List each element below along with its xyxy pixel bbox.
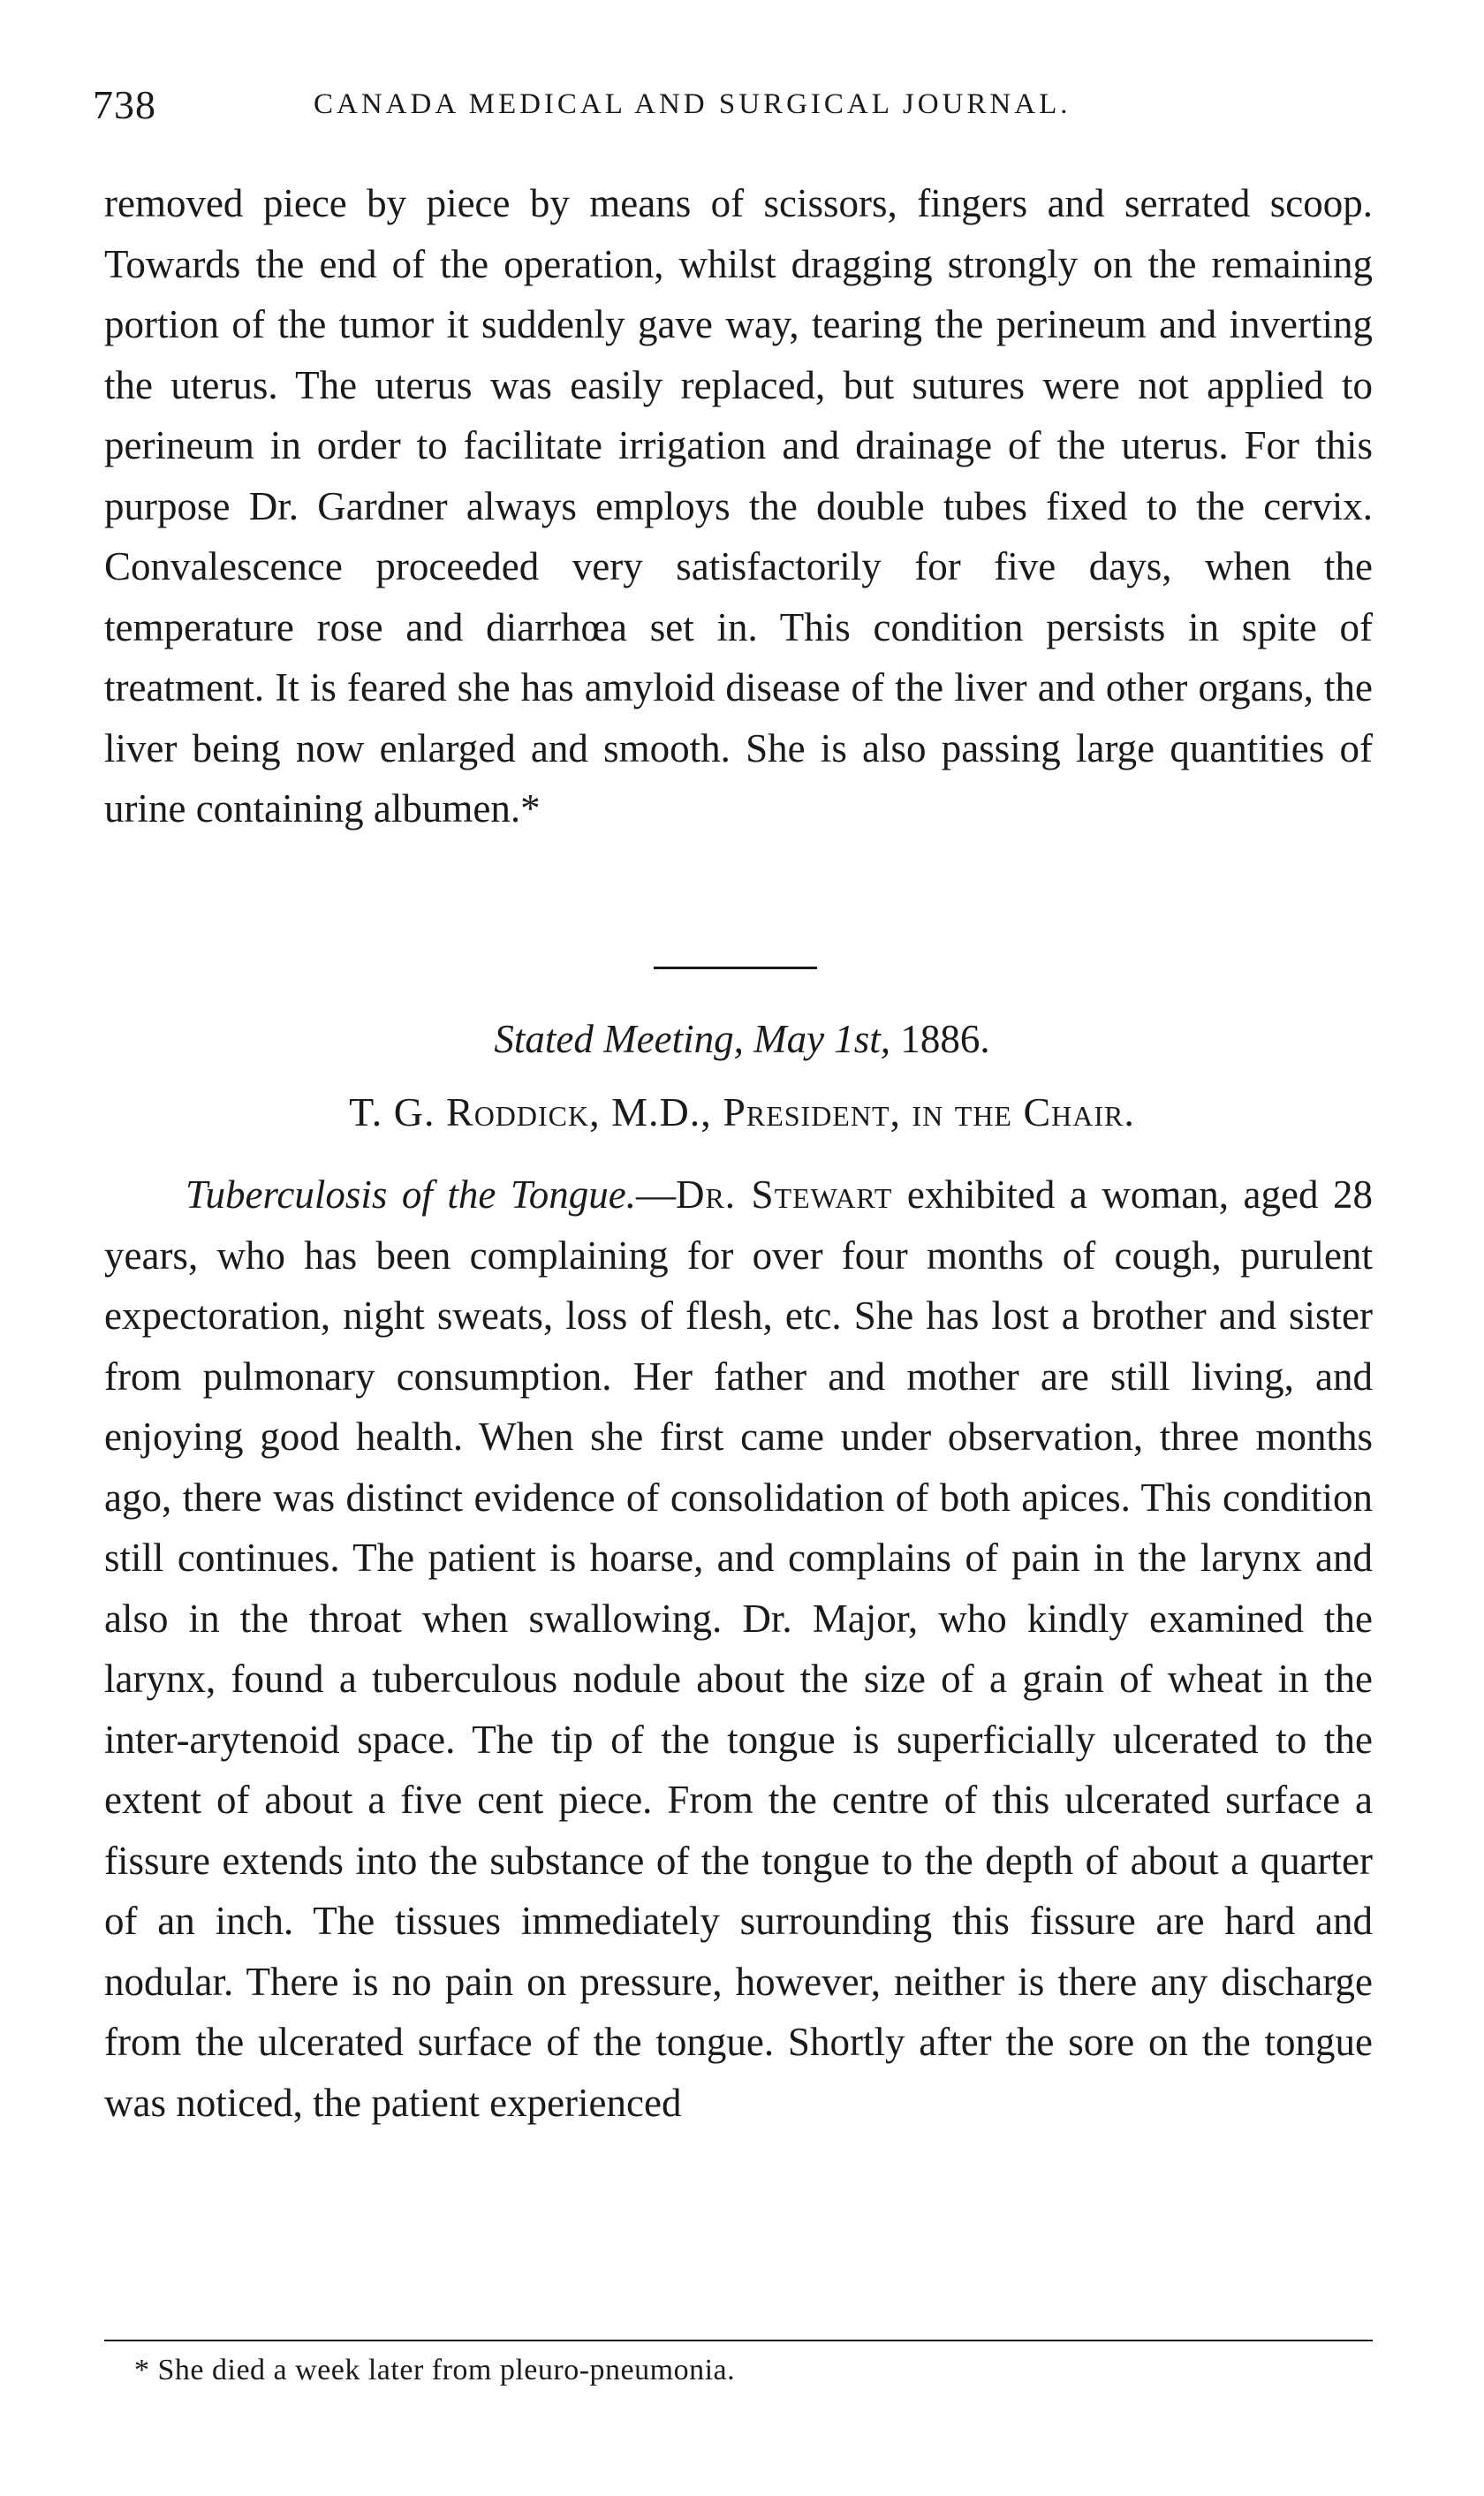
meeting-label: Stated Meeting, May 1st, bbox=[494, 1017, 891, 1061]
footnote: * She died a week later from pleuro-pneumonia. bbox=[134, 2354, 736, 2386]
chair-heading bbox=[0, 1089, 1484, 1135]
meeting-year: 1886. bbox=[900, 1017, 990, 1061]
case-speaker: Dr. Stewart bbox=[675, 1172, 893, 1217]
case-subject: Tuberculosis of the Tongue. bbox=[186, 1172, 636, 1217]
case-body: exhibited a woman, aged 28 years, who has been complaining for over four months of cough, purulent expectoration, night sweats, loss of flesh, etc. She has lost a brother and sister from pulmonary consumption. Her father and mother are still living, and enjoying good health. When she first came under observation, three months ago, there was distinct evidence of consolidation of both apices. This condition still continues. The patient is hoarse, and complains of pain in the larynx and also in the throat when swallowing. Dr. Major, who kindly examined the larynx, found a tuberculous nodule about the size of a grain of wheat in the inter-arytenoid space. The tip of the tongue is superficially ulcerated to the extent of about a five cent piece. From the centre of this ulcerated surface a fissure extends into the substance of the tongue to the depth of about a quarter of an inch. The tissues immediately surrounding this fissure are hard and nodular. There is no pain on pressure, however, neither is there any discharge from the ulcerated surface of the tongue. Shortly after the sore on the tongue was noticed, the patient experienced bbox=[104, 1172, 1373, 2125]
chair-comma: , bbox=[589, 1089, 601, 1134]
chair-role: President, in the Chair. bbox=[723, 1089, 1135, 1134]
case-dash: — bbox=[635, 1172, 676, 1217]
page-number: 738 bbox=[93, 82, 156, 127]
running-head: CANADA MEDICAL AND SURGICAL JOURNAL. bbox=[314, 88, 1071, 120]
paragraph-continued: removed piece by piece by means of scissors, fingers and serrated scoop. Towards the end of the operation, whilst dragging strongly on the remaining portion of the tumor it suddenly gave way, tearing the perineum and inverting the uterus. The uterus was easily replaced, but sutures were not applied to perineum in order to facilitate irrigation and drainage of the uterus. For this purpose Dr. Gardner always employs the double tubes fixed to the cervix. Convalescence proceeded very satisfactorily for five days, when the temperature rose and diarrhœa set in. This condition persists in spite of treatment. It is feared she has amyloid disease of the liver and other organs, the liver being now enlarged and smooth. She is also passing large quantities of urine containing albumen.* bbox=[104, 181, 1373, 831]
chair-initials: T. G. bbox=[349, 1089, 435, 1134]
chair-degree: M.D., bbox=[611, 1089, 712, 1134]
case-paragraph bbox=[104, 1165, 1373, 2133]
chair-surname: Roddick bbox=[446, 1089, 590, 1134]
footnote-rule bbox=[104, 2340, 1373, 2341]
page-header bbox=[93, 81, 1382, 134]
meeting-heading bbox=[0, 1016, 1484, 1062]
section-divider bbox=[654, 967, 817, 969]
